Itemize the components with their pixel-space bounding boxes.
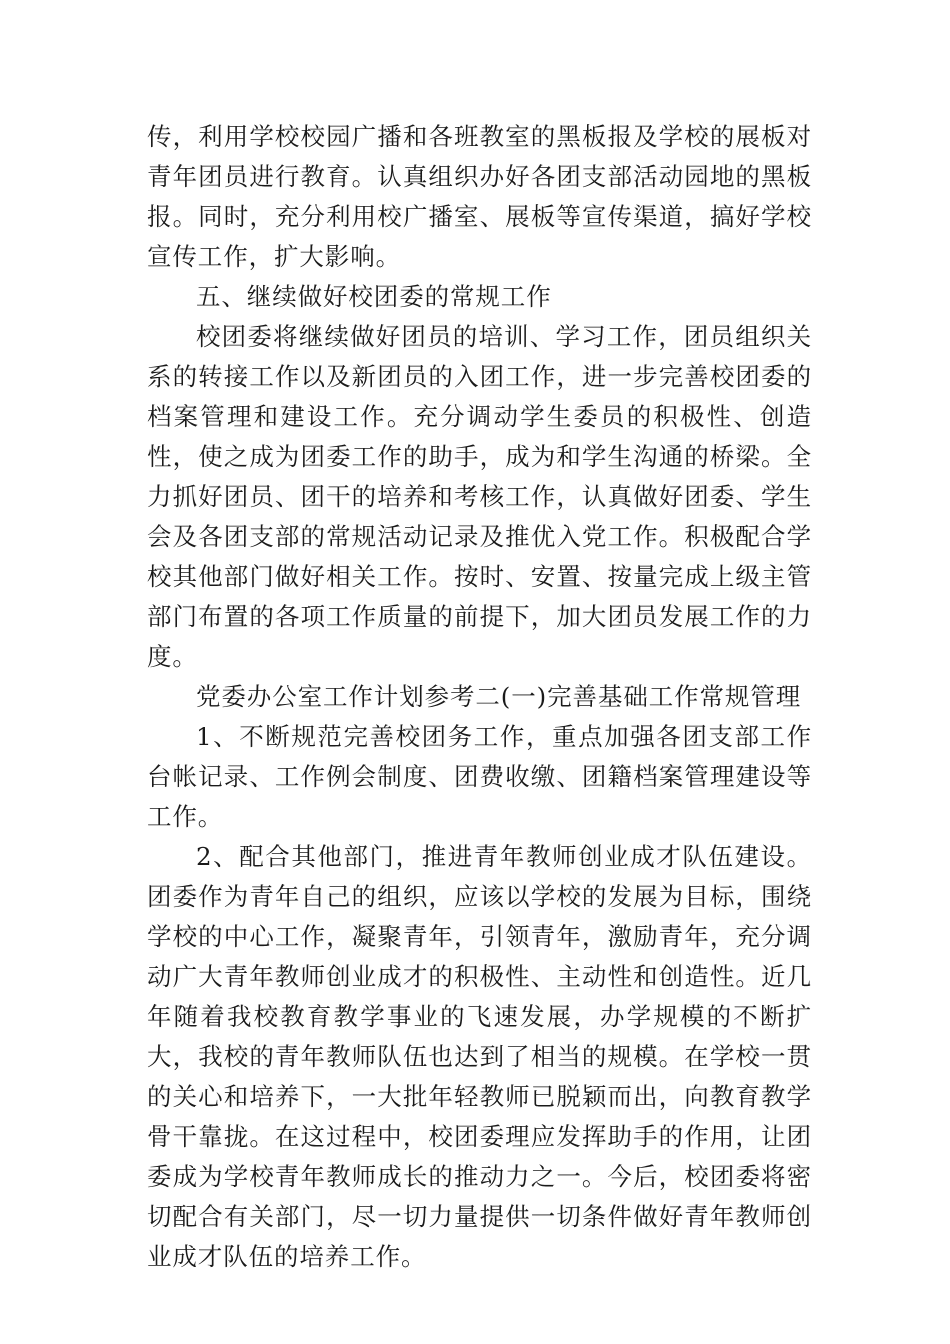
paragraph-continuation: 传，利用学校校园广播和各班教室的黑板报及学校的展板对青年团员进行教育。认真组织办好各团支部活动园地的黑板报。同时，充分利用校广播室、展板等宣传渠道，搞好学校宣传工作，扩大影响。 [147, 122, 812, 271]
paragraph: 校团委将继续做好团员的培训、学习工作，团员组织关系的转接工作以及新团员的入团工作，进一步完善校团委的档案管理和建设工作。充分调动学生委员的积极性、创造性，使之成为团委工作的助手，成为和学生沟通的桥梁。全力抓好团员、团干的培养和考核工作，认真做好团委、学生会及各团支部的常规活动记录及推优入党工作。积极配合学校其他部门做好相关工作。按时、安置、按量完成上级主管部门布置的各项工作质量的前提下，加大团员发展工作的力度。 [147, 322, 812, 671]
section-heading: 五、继续做好校团委的常规工作 [196, 282, 552, 311]
document-body [147, 117, 812, 1277]
section-heading-plan: 党委办公室工作计划参考二(一)完善基础工作常规管理 [196, 682, 802, 711]
paragraph-item-1: 1、不断规范完善校团务工作，重点加强各团支部工作台帐记录、工作例会制度、团费收缴、团籍档案管理建设等工作。 [147, 722, 812, 831]
paragraph-item-2: 2、配合其他部门，推进青年教师创业成才队伍建设。团委作为青年自己的组织，应该以学校的发展为目标，围绕学校的中心工作，凝聚青年，引领青年，激励青年，充分调动广大青年教师创业成才的积极性、主动性和创造性。近几年随着我校教育教学事业的飞速发展，办学规模的不断扩大，我校的青年教师队伍也达到了相当的规模。在学校一贯的关心和培养下，一大批年轻教师已脱颖而出，向教育教学骨干靠拢。在这过程中，校团委理应发挥助手的作用，让团委成为学校青年教师成长的推动力之一。今后，校团委将密切配合有关部门，尽一切力量提供一切条件做好青年教师创业成才队伍的培养工作。 [147, 842, 812, 1271]
